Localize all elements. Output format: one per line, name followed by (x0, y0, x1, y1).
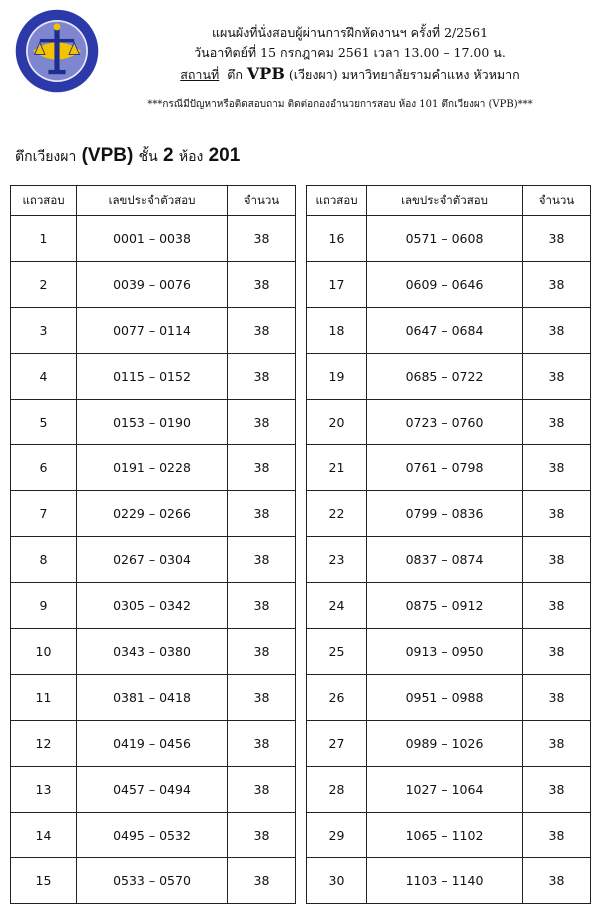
venue-rest: (เวียงผา) มหาวิทยาลัยรามคำแหง หัวหมาก (288, 67, 520, 82)
row-number-cell: 24 (307, 583, 367, 629)
count-cell: 38 (228, 399, 296, 445)
row-number-cell: 2 (11, 261, 77, 307)
table-row (11, 766, 296, 812)
id-range-cell: 0837 – 0874 (367, 537, 523, 583)
id-range-cell: 0685 – 0722 (367, 353, 523, 399)
table-row (11, 491, 296, 537)
header-count: จำนวน (228, 186, 296, 216)
id-range-cell: 0153 – 0190 (77, 399, 228, 445)
count-cell: 38 (523, 858, 591, 904)
count-cell: 38 (523, 261, 591, 307)
id-range-cell: 0989 – 1026 (367, 720, 523, 766)
count-cell: 38 (523, 307, 591, 353)
row-number-cell: 3 (11, 307, 77, 353)
federation-seal-icon (14, 8, 100, 94)
header-row-no: แถวสอบ (307, 186, 367, 216)
row-number-cell: 17 (307, 261, 367, 307)
floor-number: 2 (162, 145, 174, 166)
id-range-cell: 0039 – 0076 (77, 261, 228, 307)
id-range-cell: 0381 – 0418 (77, 674, 228, 720)
count-cell: 38 (228, 812, 296, 858)
table-row (11, 583, 296, 629)
table-row (307, 583, 591, 629)
title-line: แผนผังที่นั่งสอบผู้ผ่านการฝึกหัดงานฯ ครั้งที่ 2/2561 (211, 25, 489, 40)
row-number-cell: 26 (307, 674, 367, 720)
table-row (307, 537, 591, 583)
row-number-cell: 13 (11, 766, 77, 812)
id-range-cell: 0115 – 0152 (77, 353, 228, 399)
seating-table-left (10, 185, 296, 904)
building-name: ตึกเวียงผา (15, 149, 77, 165)
count-cell: 38 (523, 583, 591, 629)
id-range-cell: 0191 – 0228 (77, 445, 228, 491)
count-cell: 38 (523, 766, 591, 812)
row-number-cell: 11 (11, 674, 77, 720)
count-cell: 38 (523, 491, 591, 537)
count-cell: 38 (523, 674, 591, 720)
count-cell: 38 (228, 216, 296, 262)
table-row (11, 399, 296, 445)
table-row (307, 674, 591, 720)
count-cell: 38 (523, 353, 591, 399)
table-row (307, 858, 591, 904)
id-range-cell: 0723 – 0760 (367, 399, 523, 445)
row-number-cell: 15 (11, 858, 77, 904)
id-range-cell: 0647 – 0684 (367, 307, 523, 353)
count-cell: 38 (523, 399, 591, 445)
row-number-cell: 9 (11, 583, 77, 629)
venue-code: VPB (246, 64, 285, 83)
count-cell: 38 (228, 307, 296, 353)
table-row (307, 353, 591, 399)
table-row (307, 629, 591, 675)
row-number-cell: 25 (307, 629, 367, 675)
row-number-cell: 21 (307, 445, 367, 491)
table-row (11, 812, 296, 858)
id-range-cell: 0951 – 0988 (367, 674, 523, 720)
count-cell: 38 (523, 720, 591, 766)
id-range-cell: 0267 – 0304 (77, 537, 228, 583)
row-number-cell: 12 (11, 720, 77, 766)
row-number-cell: 4 (11, 353, 77, 399)
row-number-cell: 10 (11, 629, 77, 675)
id-range-cell: 0343 – 0380 (77, 629, 228, 675)
id-range-cell: 0875 – 0912 (367, 583, 523, 629)
count-cell: 38 (228, 445, 296, 491)
row-number-cell: 14 (11, 812, 77, 858)
id-range-cell: 0495 – 0532 (77, 812, 228, 858)
id-range-cell: 0305 – 0342 (77, 583, 228, 629)
room-heading (15, 145, 240, 168)
count-cell: 38 (228, 674, 296, 720)
date-line: วันอาทิตย์ที่ 15 กรกฎาคม 2561 เวลา 13.00 – 17.00 น. (194, 45, 506, 60)
table-row (11, 261, 296, 307)
row-number-cell: 20 (307, 399, 367, 445)
id-range-cell: 0229 – 0266 (77, 491, 228, 537)
row-number-cell: 22 (307, 491, 367, 537)
header-count: จำนวน (523, 186, 591, 216)
row-number-cell: 7 (11, 491, 77, 537)
table-row (11, 216, 296, 262)
table-row (307, 307, 591, 353)
room-number: 201 (208, 145, 241, 166)
row-number-cell: 1 (11, 216, 77, 262)
count-cell: 38 (523, 812, 591, 858)
id-range-cell: 1103 – 1140 (367, 858, 523, 904)
table-row (11, 629, 296, 675)
header-id-range: เลขประจำตัวสอบ (367, 186, 523, 216)
table-row (11, 720, 296, 766)
row-number-cell: 6 (11, 445, 77, 491)
count-cell: 38 (523, 537, 591, 583)
row-number-cell: 23 (307, 537, 367, 583)
seating-table-right (306, 185, 591, 904)
id-range-cell: 0799 – 0836 (367, 491, 523, 537)
count-cell: 38 (523, 445, 591, 491)
table-row (11, 858, 296, 904)
venue-label: สถานที่ (180, 67, 220, 82)
count-cell: 38 (523, 629, 591, 675)
row-number-cell: 28 (307, 766, 367, 812)
venue-line (110, 65, 590, 83)
count-cell: 38 (228, 766, 296, 812)
table-row (11, 353, 296, 399)
row-number-cell: 27 (307, 720, 367, 766)
building-code: (VPB) (81, 145, 134, 166)
id-range-cell: 0077 – 0114 (77, 307, 228, 353)
id-range-cell: 0533 – 0570 (77, 858, 228, 904)
header-id-range: เลขประจำตัวสอบ (77, 186, 228, 216)
row-number-cell: 29 (307, 812, 367, 858)
table-row (11, 674, 296, 720)
table-row (307, 812, 591, 858)
table-row (307, 720, 591, 766)
table-row (11, 445, 296, 491)
id-range-cell: 0571 – 0608 (367, 216, 523, 262)
id-range-cell: 0913 – 0950 (367, 629, 523, 675)
count-cell: 38 (228, 261, 296, 307)
floor-label: ชั้น (138, 149, 158, 165)
count-cell: 38 (228, 491, 296, 537)
id-range-cell: 0419 – 0456 (77, 720, 228, 766)
id-range-cell: 1065 – 1102 (367, 812, 523, 858)
table-row (307, 261, 591, 307)
id-range-cell: 0609 – 0646 (367, 261, 523, 307)
count-cell: 38 (228, 629, 296, 675)
id-range-cell: 0761 – 0798 (367, 445, 523, 491)
row-number-cell: 19 (307, 353, 367, 399)
row-number-cell: 16 (307, 216, 367, 262)
table-header-row (307, 186, 591, 216)
id-range-cell: 0001 – 0038 (77, 216, 228, 262)
venue-building-word: ตึก (227, 67, 243, 82)
count-cell: 38 (523, 216, 591, 262)
table-row (307, 491, 591, 537)
table-header-row (11, 186, 296, 216)
row-number-cell: 5 (11, 399, 77, 445)
row-number-cell: 30 (307, 858, 367, 904)
table-row (307, 399, 591, 445)
table-row (307, 216, 591, 262)
count-cell: 38 (228, 720, 296, 766)
count-cell: 38 (228, 858, 296, 904)
count-cell: 38 (228, 537, 296, 583)
contact-note: ***กรณีมีปัญหาหรือติดสอบถาม ติดต่อกองอำนวยการสอบ ห้อง 101 ตึกเวียงผา (VPB)*** (147, 99, 533, 110)
header-row-no: แถวสอบ (11, 186, 77, 216)
table-row (307, 445, 591, 491)
id-range-cell: 0457 – 0494 (77, 766, 228, 812)
row-number-cell: 8 (11, 537, 77, 583)
row-number-cell: 18 (307, 307, 367, 353)
count-cell: 38 (228, 583, 296, 629)
room-label: ห้อง (178, 149, 204, 165)
count-cell: 38 (228, 353, 296, 399)
id-range-cell: 1027 – 1064 (367, 766, 523, 812)
table-row (11, 307, 296, 353)
table-row (307, 766, 591, 812)
table-row (11, 537, 296, 583)
